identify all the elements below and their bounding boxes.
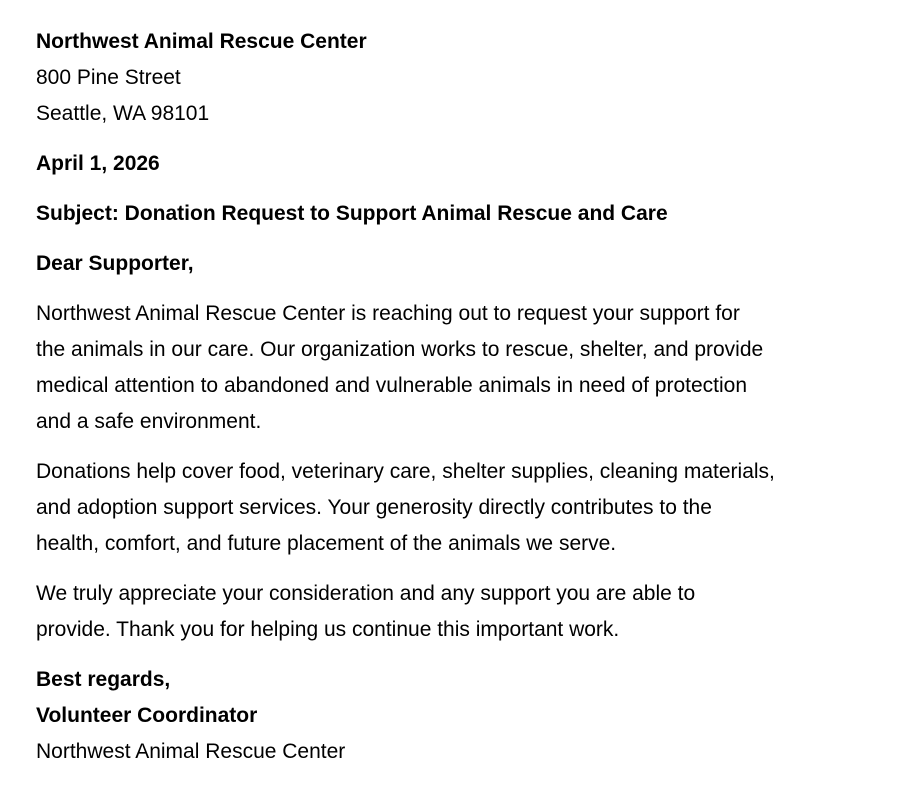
letter-document (36, 24, 876, 770)
letter-date: April 1, 2026 (36, 152, 160, 175)
letter-subject: Subject: Donation Request to Support Animal Rescue and Care (36, 202, 668, 225)
sender-city-state-zip: Seattle, WA 98101 (36, 102, 210, 125)
sender-address-block (36, 24, 876, 132)
paragraph-line: and a safe environment. (36, 410, 262, 433)
paragraph-line: medical attention to abandoned and vulnerable animals in need of protection (36, 374, 747, 397)
salutation: Dear Supporter, (36, 252, 194, 275)
sender-name: Northwest Animal Rescue Center (36, 30, 367, 53)
valediction: Best regards, (36, 668, 171, 691)
closing-block (36, 662, 876, 770)
paragraph-line: We truly appreciate your consideration and any support you are able to (36, 582, 696, 605)
paragraph-line: and adoption support services. Your generosity directly contributes to the (36, 496, 712, 519)
paragraph-line: Donations help cover food, veterinary care, shelter supplies, cleaning materials, (36, 460, 775, 483)
signer-title: Volunteer Coordinator (36, 704, 258, 727)
sender-street: 800 Pine Street (36, 66, 181, 89)
paragraph-line: provide. Thank you for helping us continue this important work. (36, 618, 620, 641)
paragraph-line: health, comfort, and future placement of the animals we serve. (36, 532, 617, 555)
body-paragraph-3 (36, 576, 876, 648)
paragraph-line: Northwest Animal Rescue Center is reaching out to request your support for (36, 302, 740, 325)
signer-organization: Northwest Animal Rescue Center (36, 740, 346, 763)
paragraph-line: the animals in our care. Our organization works to rescue, shelter, and provide (36, 338, 764, 361)
body-paragraph-1 (36, 296, 876, 440)
body-paragraph-2 (36, 454, 876, 562)
